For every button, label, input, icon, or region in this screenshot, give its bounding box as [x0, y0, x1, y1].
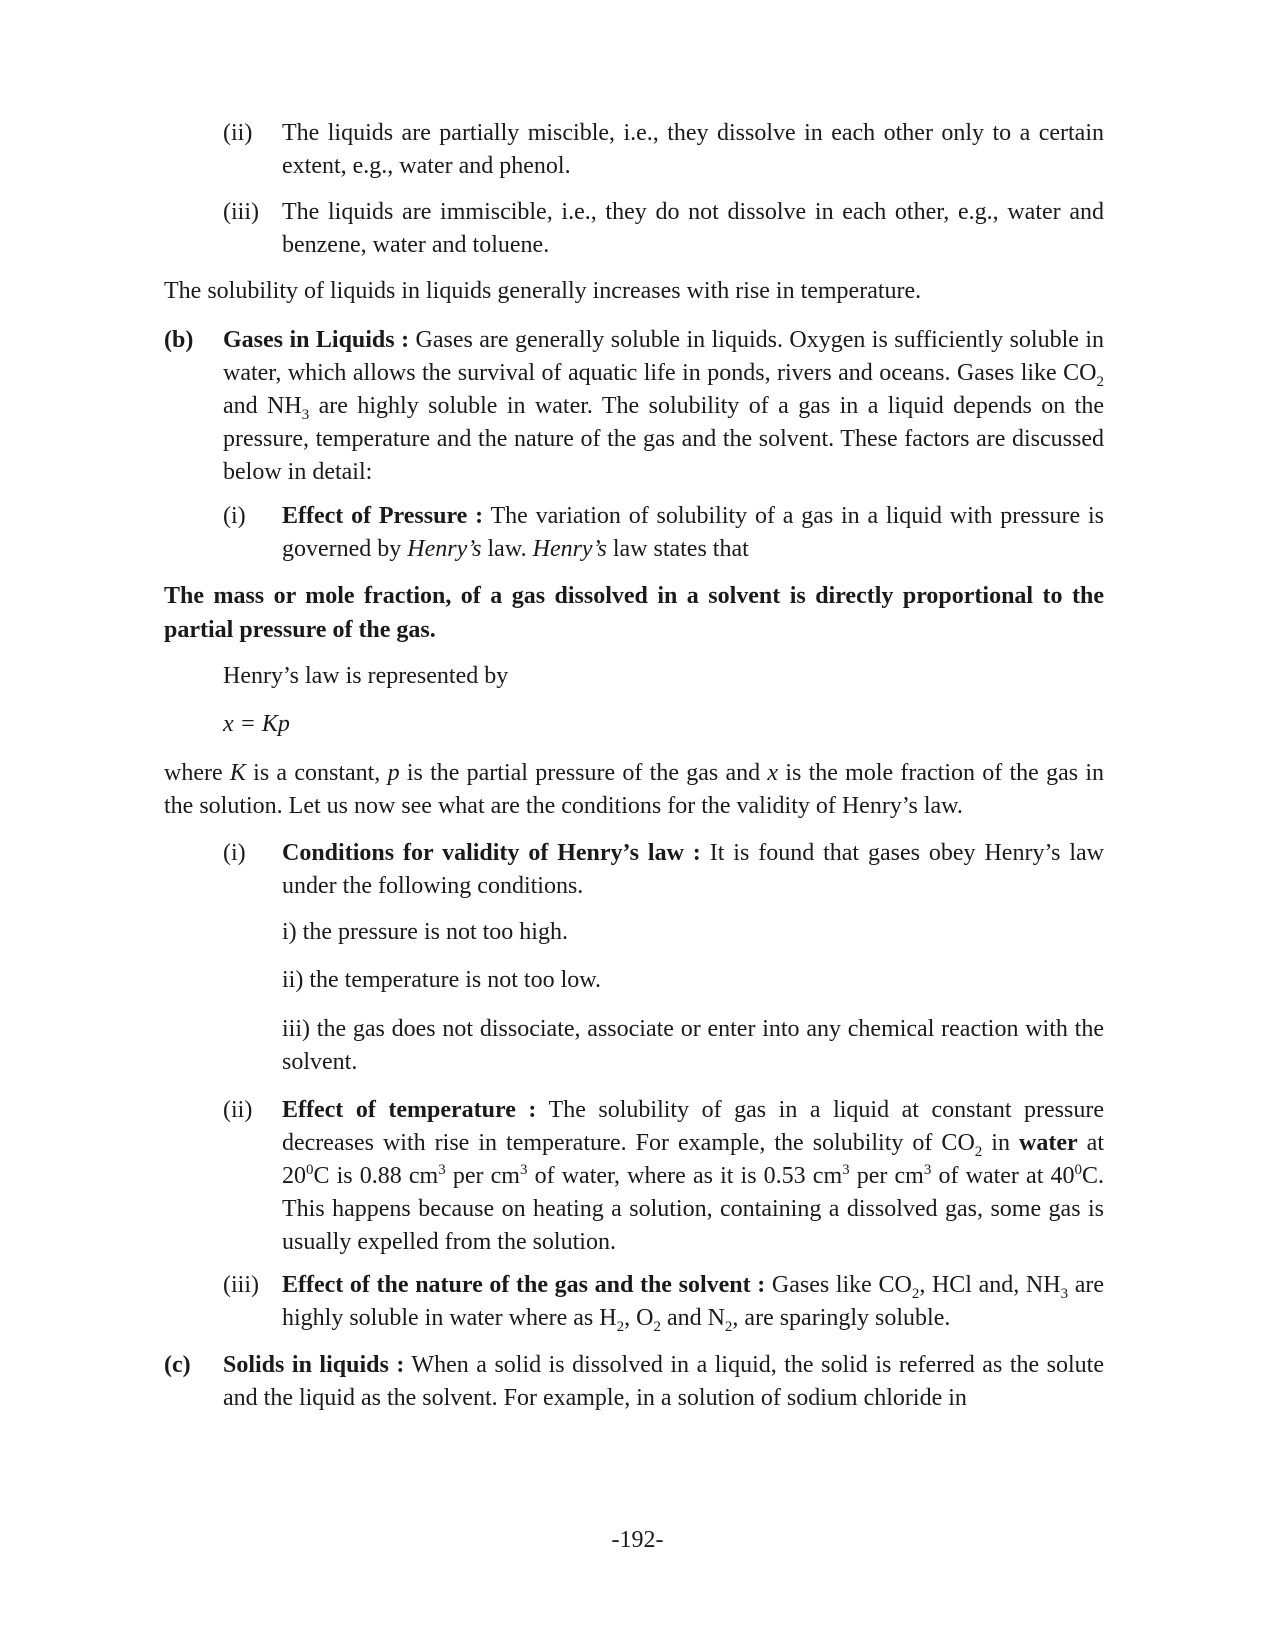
- heading-effect-of-pressure: Effect of Pressure :: [282, 503, 484, 529]
- henrys-law-statement: The mass or mole fraction, of a gas dissolved in a solvent is directly proportional to the partial pressure of the gas.: [164, 583, 1104, 643]
- list-marker-iii: (iii): [223, 199, 259, 225]
- equation-henrys-law: x = Kp: [223, 711, 290, 737]
- heading-solids-in-liquids: Solids in liquids :: [223, 1352, 405, 1378]
- list-item-immiscible: The liquids are immiscible, i.e., they do not dissolve in each other, e.g., water and benzene, water and toluene.: [282, 199, 1104, 258]
- heading-effect-of-nature: Effect of the nature of the gas and the solvent :: [282, 1272, 766, 1298]
- effect-of-pressure: Effect of Pressure : The variation of solubility of a gas in a liquid with pressure is governed by Henry’s law. Henry’s law states that: [282, 503, 1104, 562]
- list-marker-validity: (i): [223, 840, 246, 866]
- list-item-partially-miscible: The liquids are partially miscible, i.e., they dissolve in each other only to a certain extent, e.g., water and phenol.: [282, 120, 1104, 179]
- section-marker-c: (c): [164, 1352, 191, 1378]
- heading-gases-in-liquids: Gases in Liquids :: [223, 327, 410, 353]
- section-marker-b: (b): [164, 327, 194, 353]
- condition-item: ii) the temperature is not too low.: [282, 967, 602, 993]
- effect-of-temperature: Effect of temperature : The solubility of gas in a liquid at constant pressure decreases with rise in temperature. For example, the solubility of $CO_2$ in water at $20^0C$ is 0.88 $cm^3$ per $cm^3$ of water, where as it is 0.53 $cm^3$ per $cm^3$ of water at $40^0C$. This happens because on heating a solution, containing a dissolved gas, some gas is usually expelled from the solution.: [282, 1097, 1105, 1255]
- heading-effect-of-temperature: Effect of temperature :: [282, 1097, 537, 1123]
- list-marker-pressure: (i): [223, 503, 246, 529]
- solubility-note: The solubility of liquids in liquids generally increases with rise in temperature.: [164, 278, 922, 304]
- page-number: -192-: [611, 1527, 664, 1553]
- effect-of-nature: Effect of the nature of the gas and the solvent : Gases like $CO_2$, HCl and, $NH_3$ are highly soluble in water where as $H_2$, $O_2$ and $N_2$, are sparingly soluble.: [282, 1272, 1104, 1335]
- section-solids-in-liquids: Solids in liquids : When a solid is dissolved in a liquid, the solid is referred as the solute and the liquid as the solvent. For example, in a solution of sodium chloride in: [223, 1352, 1104, 1411]
- equation-explanation: where K is a constant, p is the partial pressure of the gas and x is the mole fraction of the gas in the solution. Let us now see what are the conditions for the validity of Henry’s law.: [164, 760, 1104, 819]
- section-gases-in-liquids: Gases in Liquids : Gases are generally soluble in liquids. Oxygen is sufficiently soluble in water, which allows the survival of aquatic life in ponds, rivers and oceans. Gases like $CO_2$ and $NH_3$ are highly soluble in water. The solubility of a gas in a liquid depends on the pressure, temperature and the nature of the gas and the solvent. These factors are discussed below in detail:: [223, 327, 1105, 485]
- condition-item: i) the pressure is not too high.: [282, 919, 568, 945]
- represented-by: Henry’s law is represented by: [223, 663, 509, 689]
- list-marker-nature: (iii): [223, 1272, 259, 1298]
- condition-item: iii) the gas does not dissociate, associate or enter into any chemical reaction with the solvent.: [282, 1016, 1104, 1075]
- heading-conditions-validity: Conditions for validity of Henry’s law :: [282, 840, 701, 866]
- list-marker-ii: (ii): [223, 120, 253, 146]
- conditions-for-validity: Conditions for validity of Henry’s law : It is found that gases obey Henry’s law under the following conditions.: [282, 840, 1105, 899]
- list-marker-temperature: (ii): [223, 1097, 253, 1123]
